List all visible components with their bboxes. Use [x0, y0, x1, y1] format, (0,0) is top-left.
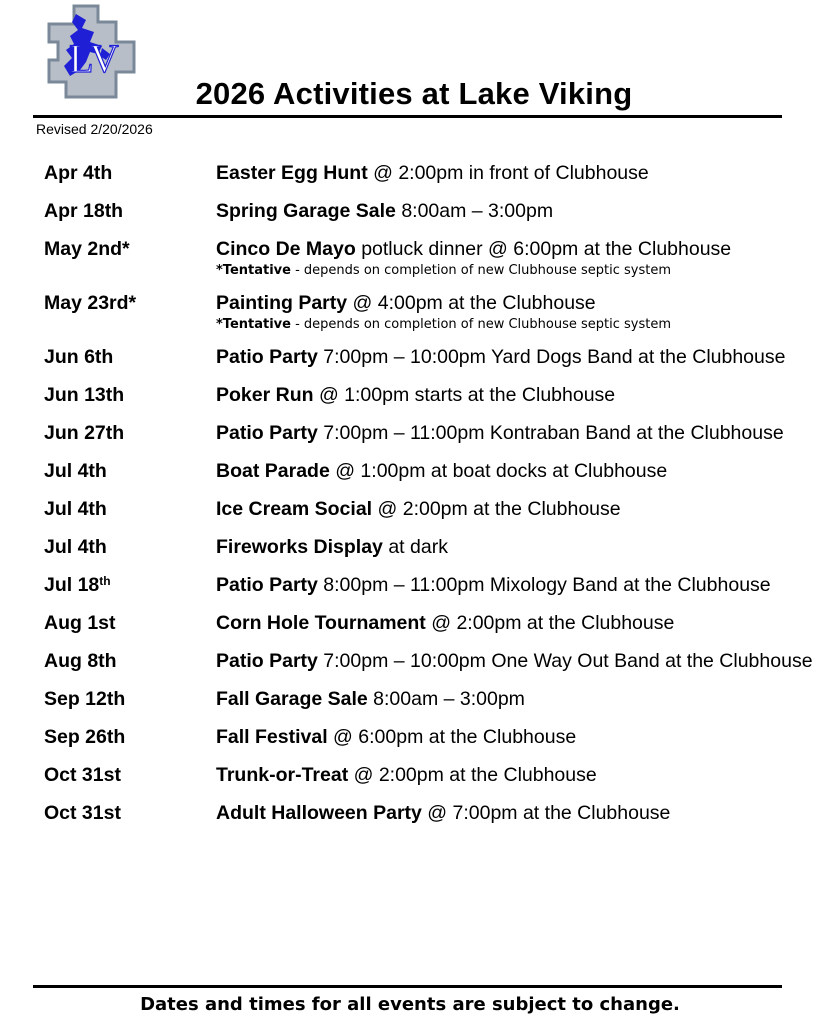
event-detail: 8:00am – 3:00pm [395, 200, 554, 222]
revised-date: Revised 2/20/2026 [36, 121, 153, 137]
event-date: Jul 4th [44, 536, 107, 558]
event-name: Cinco De Mayo [216, 238, 356, 260]
event-row [44, 459, 814, 484]
event-detail: 8:00am – 3:00pm [367, 688, 525, 710]
event-date: Sep 26th [44, 726, 126, 748]
event-detail: @ 1:00pm at boat docks at Clubhouse [329, 460, 668, 482]
page-title: 2026 Activities at Lake Viking [195, 76, 633, 111]
event-date: Jun 6th [44, 346, 114, 368]
event-name: Boat Parade [216, 460, 330, 482]
event-description [216, 611, 814, 636]
event-detail: @ 6:00pm at the Clubhouse [327, 726, 577, 748]
event-date: May 23rd* [44, 292, 137, 314]
event-row [44, 573, 814, 598]
event-date: May 2nd* [44, 238, 130, 260]
event-description [216, 725, 814, 750]
event-row [44, 497, 814, 522]
event-description [216, 573, 814, 598]
event-row [44, 687, 814, 712]
event-name: Patio Party [216, 650, 318, 672]
title-divider [33, 115, 782, 118]
event-description [216, 383, 814, 408]
event-date: Sep 12th [44, 688, 126, 710]
event-date: Jun 27th [44, 422, 125, 444]
event-description [216, 801, 814, 826]
event-description [216, 535, 814, 560]
footer-note: Dates and times for all events are subject to change. [140, 994, 680, 1015]
event-detail: at dark [382, 536, 448, 558]
event-name: Patio Party [216, 422, 318, 444]
event-detail: @ 2:00pm in front of Clubhouse [367, 162, 649, 184]
event-date: Oct 31st [44, 802, 121, 824]
event-row [44, 725, 814, 750]
event-row [44, 199, 814, 224]
event-description [216, 161, 814, 186]
event-description [216, 763, 814, 788]
event-name: Poker Run [216, 384, 314, 406]
event-date: Jun 13th [44, 384, 125, 406]
event-name: Adult Halloween Party [216, 802, 422, 824]
event-row [44, 801, 814, 826]
event-name: Painting Party [216, 292, 348, 314]
event-detail: 8:00pm – 11:00pm Mixology Band at the Clubhouse [317, 574, 771, 596]
event-name: Spring Garage Sale [216, 200, 396, 222]
event-name: Patio Party [216, 574, 318, 596]
event-row [44, 237, 814, 279]
event-date: Aug 1st [44, 612, 116, 634]
event-date: Apr 18th [44, 200, 124, 222]
event-row [44, 345, 814, 370]
event-description [216, 237, 814, 279]
event-detail: @ 2:00pm at the Clubhouse [372, 498, 621, 520]
event-row [44, 535, 814, 560]
event-row [44, 611, 814, 636]
event-description [216, 345, 814, 370]
event-description [216, 199, 814, 224]
event-detail: 7:00pm – 10:00pm One Way Out Band at the Clubhouse [317, 650, 813, 672]
event-date: Oct 31st [44, 764, 121, 786]
footer-divider [33, 985, 782, 988]
event-row [44, 421, 814, 446]
event-description [216, 421, 814, 446]
event-name: Ice Cream Social [216, 498, 373, 520]
event-date: Apr 4th [44, 162, 113, 184]
event-name: Corn Hole Tournament [216, 612, 426, 634]
event-description [216, 649, 814, 674]
logo-letters: LV [69, 36, 119, 81]
event-description [216, 497, 814, 522]
event-note: *Tentative - depends on completion of new Clubhouse septic system [216, 263, 671, 278]
events-list [44, 161, 814, 839]
event-name: Fireworks Display [216, 536, 383, 558]
event-description [216, 687, 814, 712]
event-detail: 7:00pm – 11:00pm Kontraban Band at the Clubhouse [317, 422, 784, 444]
event-name: Trunk-or-Treat [216, 764, 349, 786]
event-detail: @ 2:00pm at the Clubhouse [348, 764, 597, 786]
event-date: Jul 4th [44, 498, 107, 520]
event-row [44, 383, 814, 408]
event-row [44, 291, 814, 333]
event-name: Fall Festival [216, 726, 328, 748]
event-date: Jul 4th [44, 460, 107, 482]
event-name: Easter Egg Hunt [216, 162, 368, 184]
event-note: *Tentative - depends on completion of new Clubhouse septic system [216, 317, 671, 332]
event-name: Fall Garage Sale [216, 688, 368, 710]
event-detail: @ 7:00pm at the Clubhouse [421, 802, 671, 824]
event-detail: @ 2:00pm at the Clubhouse [425, 612, 675, 634]
event-detail: potluck dinner @ 6:00pm at the Clubhouse [355, 238, 732, 260]
event-name: Patio Party [216, 346, 318, 368]
event-row [44, 161, 814, 186]
event-date: Aug 8th [44, 650, 117, 672]
event-description [216, 291, 814, 333]
event-row [44, 649, 814, 674]
event-description [216, 459, 814, 484]
event-row [44, 763, 814, 788]
event-detail: @ 4:00pm at the Clubhouse [347, 292, 596, 314]
event-detail: 7:00pm – 10:00pm Yard Dogs Band at the Clubhouse [317, 346, 786, 368]
event-detail: @ 1:00pm starts at the Clubhouse [313, 384, 616, 406]
event-date: Jul 18th [44, 573, 111, 596]
